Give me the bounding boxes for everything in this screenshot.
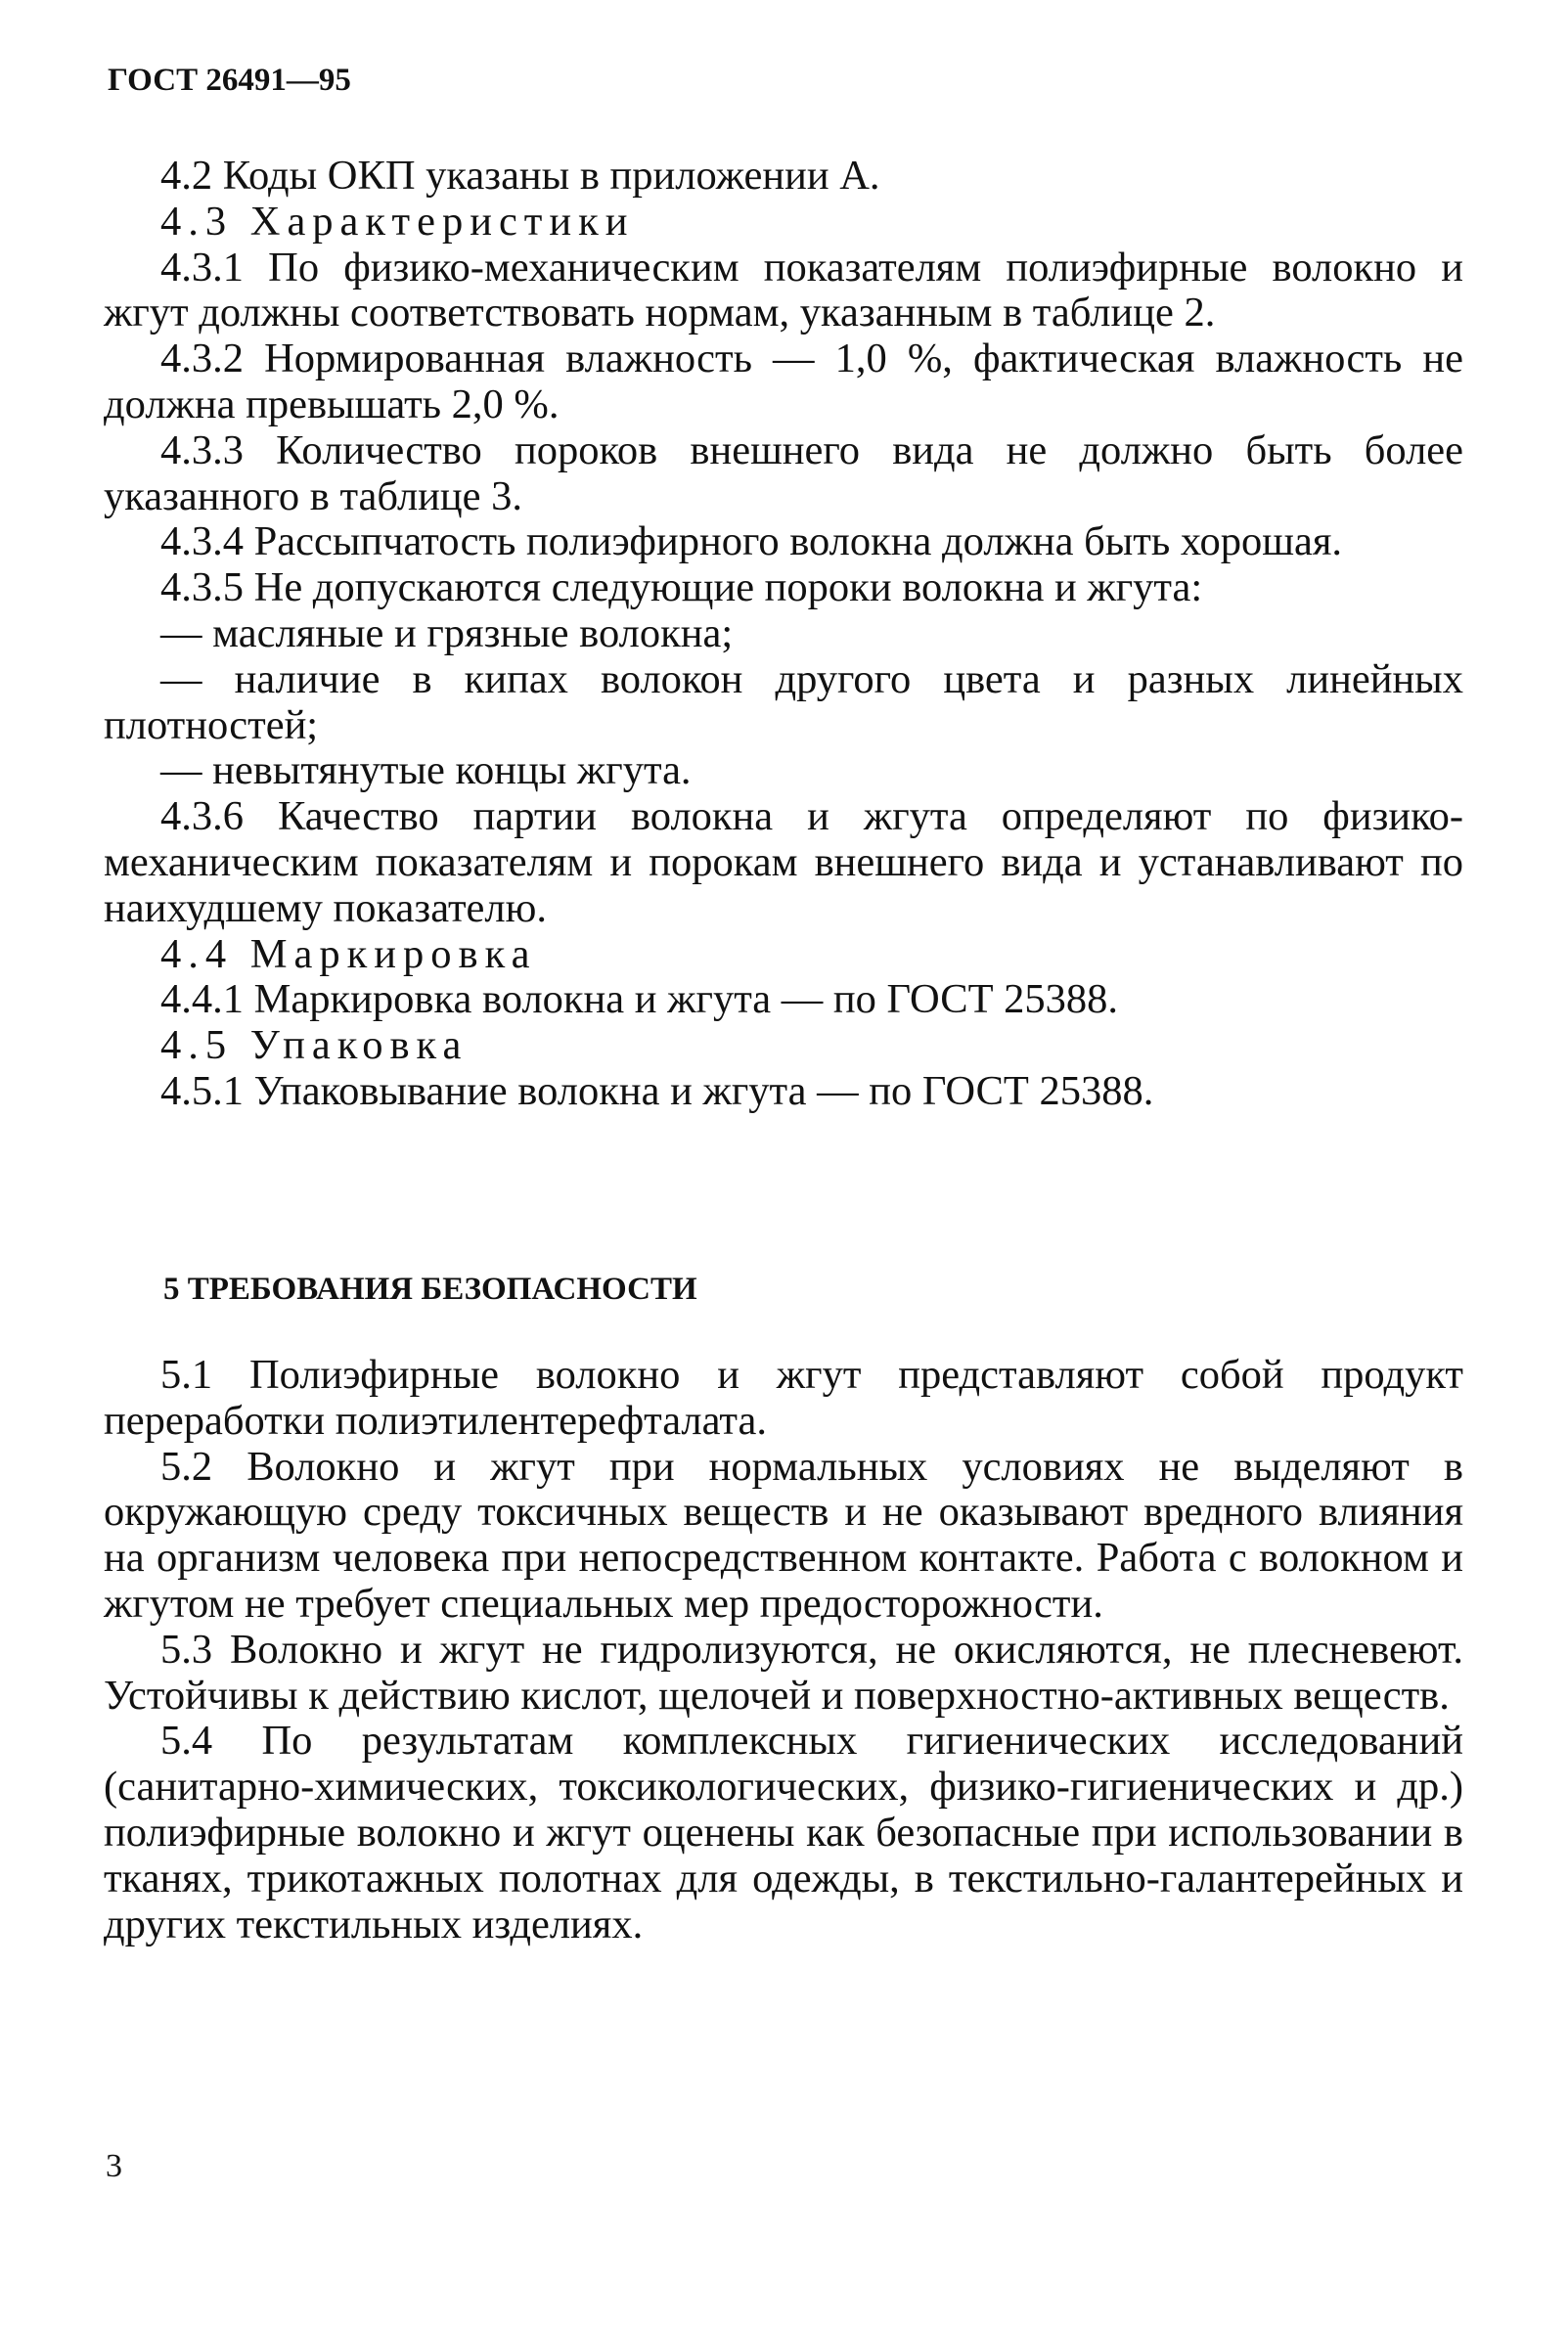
section-5-body: [104, 1353, 1463, 1947]
document-header-code: ГОСТ 26491—95: [108, 63, 351, 98]
paragraph-4-2: 4.2 Коды ОКП указаны в приложении А.: [160, 153, 880, 199]
paragraph-5-1: 5.1 Полиэфирные волокно и жгут представляют собой продукт переработки полиэтилентерефталата.: [104, 1352, 1463, 1444]
paragraph-4-3-4: 4.3.4 Рассыпчатость полиэфирного волокна должна быть хорошая.: [160, 518, 1343, 565]
paragraph-4-3-6: 4.3.6 Качество партии волокна и жгута определяют по физико-механическим показателям и порокам внешнего вида и устанавливают по наихудшему показателю.: [104, 793, 1463, 931]
section-4-body: [104, 154, 1463, 1115]
subheading-4-4-marking: 4.4 Маркировка: [160, 930, 537, 977]
section-5-title: 5 ТРЕБОВАНИЯ БЕЗОПАСНОСТИ: [163, 1272, 697, 1307]
page-number: 3: [106, 2148, 122, 2184]
paragraph-4-5-1: 4.5.1 Упаковывание волокна и жгута — по ГОСТ 25388.: [160, 1067, 1154, 1114]
list-item-defect-oily: — масляные и грязные волокна;: [160, 609, 734, 656]
subheading-4-3-characteristics: 4.3 Характеристики: [160, 198, 635, 245]
list-item-defect-ends: — невытянутые концы жгута.: [160, 747, 692, 794]
paragraph-4-3-5: 4.3.5 Не допускаются следующие пороки волокна и жгута:: [160, 564, 1203, 611]
list-item-defect-color: — наличие в кипах волокон другого цвета и разных линейных плотностей;: [104, 655, 1463, 748]
paragraph-4-4-1: 4.4.1 Маркировка волокна и жгута — по ГОСТ 25388.: [160, 976, 1119, 1023]
paragraph-5-4: 5.4 По результатам комплексных гигиенических исследований (санитарно-химических, токсикологических, физико-гигиенических и др.) полиэфирные волокно и жгут оценены как безопасные при использовании в тканях, трикотажных полотнах для одежды, в текстильно-галантерейных и других текстильных изделиях.: [104, 1718, 1463, 1947]
paragraph-5-2: 5.2 Волокно и жгут при нормальных условиях не выделяют в окружающую среду токсичных веществ и не оказывают вредного влияния на организм человека при непосредственном контакте. Работа с волокном и жгутом не требует специальных мер предосторожности.: [104, 1443, 1463, 1627]
paragraph-5-3: 5.3 Волокно и жгут не гидролизуются, не окисляются, не плесневеют. Устойчивы к действию кислот, щелочей и поверхностно-активных веществ.: [104, 1626, 1463, 1719]
paragraph-4-3-2: 4.3.2 Нормированная влажность — 1,0 %, фактическая влажность не должна превышать 2,0 %.: [104, 336, 1463, 427]
paragraph-4-3-1: 4.3.1 По физико-механическим показателям полиэфирные волокно и жгут должны соответствовать нормам, указанным в таблице 2.: [104, 244, 1463, 336]
paragraph-4-3-3: 4.3.3 Количество пороков внешнего вида не должно быть более указанного в таблице 3.: [104, 426, 1463, 519]
subheading-4-5-packing: 4.5 Упаковка: [160, 1022, 469, 1069]
